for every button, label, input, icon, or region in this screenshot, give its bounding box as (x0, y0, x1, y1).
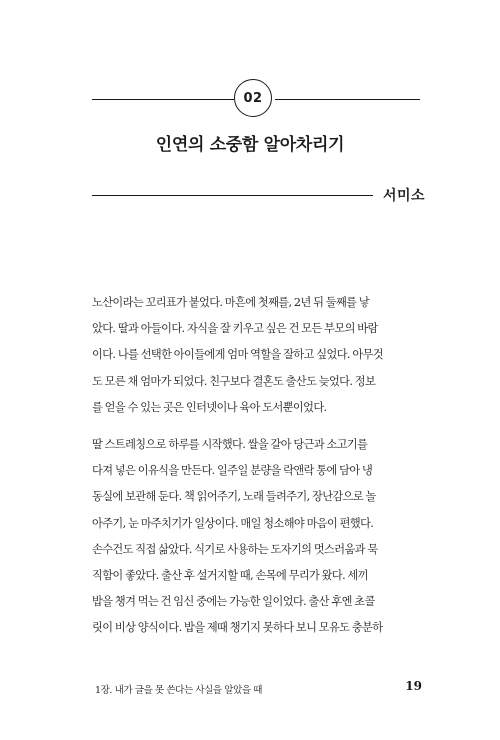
paragraph-line: 릿이 비상 양식이다. 밥을 제때 챙기지 못하다 보니 모유도 충분하 (92, 621, 383, 635)
paragraph-2 (92, 432, 420, 642)
paragraph-line: 손수건도 직접 삶았다. 식기로 사용하는 도자기의 멋스러움과 묵 (92, 542, 378, 556)
paragraph-line: 아주기, 눈 마주치기가 일상이다. 매일 청소해야 마음이 편했다. (92, 516, 374, 530)
running-title: 1장. 내가 글을 못 쓴다는 사실을 알았을 때 (95, 685, 263, 696)
chapter-rule-right (275, 99, 420, 100)
chapter-number-badge (234, 79, 272, 117)
paragraph-line: 도 모른 채 엄마가 되었다. 친구보다 결혼도 출산도 늦었다. 정보 (92, 374, 376, 388)
paragraph-line: 밥을 챙겨 먹는 건 임신 중에는 가능한 일이었다. 출산 후엔 초콜 (92, 595, 375, 609)
paragraph-line: 이다. 나를 선택한 아이들에게 엄마 역할을 잘하고 싶었다. 아무것 (92, 348, 383, 362)
author-rule (92, 195, 373, 196)
paragraph-line: 딸 스트레칭으로 하루를 시작했다. 쌀을 갈아 당근과 소고기를 (92, 438, 368, 451)
chapter-number: 02 (243, 90, 263, 106)
paragraph-1 (92, 290, 420, 421)
chapter-rule-left (92, 99, 234, 100)
paragraph-line: 노산이라는 꼬리표가 붙었다. 마흔에 첫째를, 2년 뒤 둘째를 낳 (92, 296, 370, 309)
author-name: 서미소 (383, 188, 426, 204)
paragraph-line: 동실에 보관해 둔다. 책 읽어주기, 노래 들려주기, 장난감으로 놀 (92, 490, 376, 504)
paragraph-line: 를 얻을 수 있는 곳은 인터넷이나 육아 도서뿐이었다. (92, 400, 327, 414)
paragraph-line: 직함이 좋았다. 출산 후 설거지할 때, 손목에 무리가 왔다. 세끼 (92, 568, 368, 582)
page-number: 19 (405, 679, 422, 693)
chapter-title: 인연의 소중함 알아차리기 (155, 135, 345, 155)
paragraph-line: 았다. 딸과 아들이다. 자식을 잘 키우고 싶은 건 모든 부모의 바람 (92, 322, 378, 336)
paragraph-line: 다져 넣은 이유식을 만든다. 일주일 분량을 락앤락 통에 담아 냉 (92, 464, 373, 478)
